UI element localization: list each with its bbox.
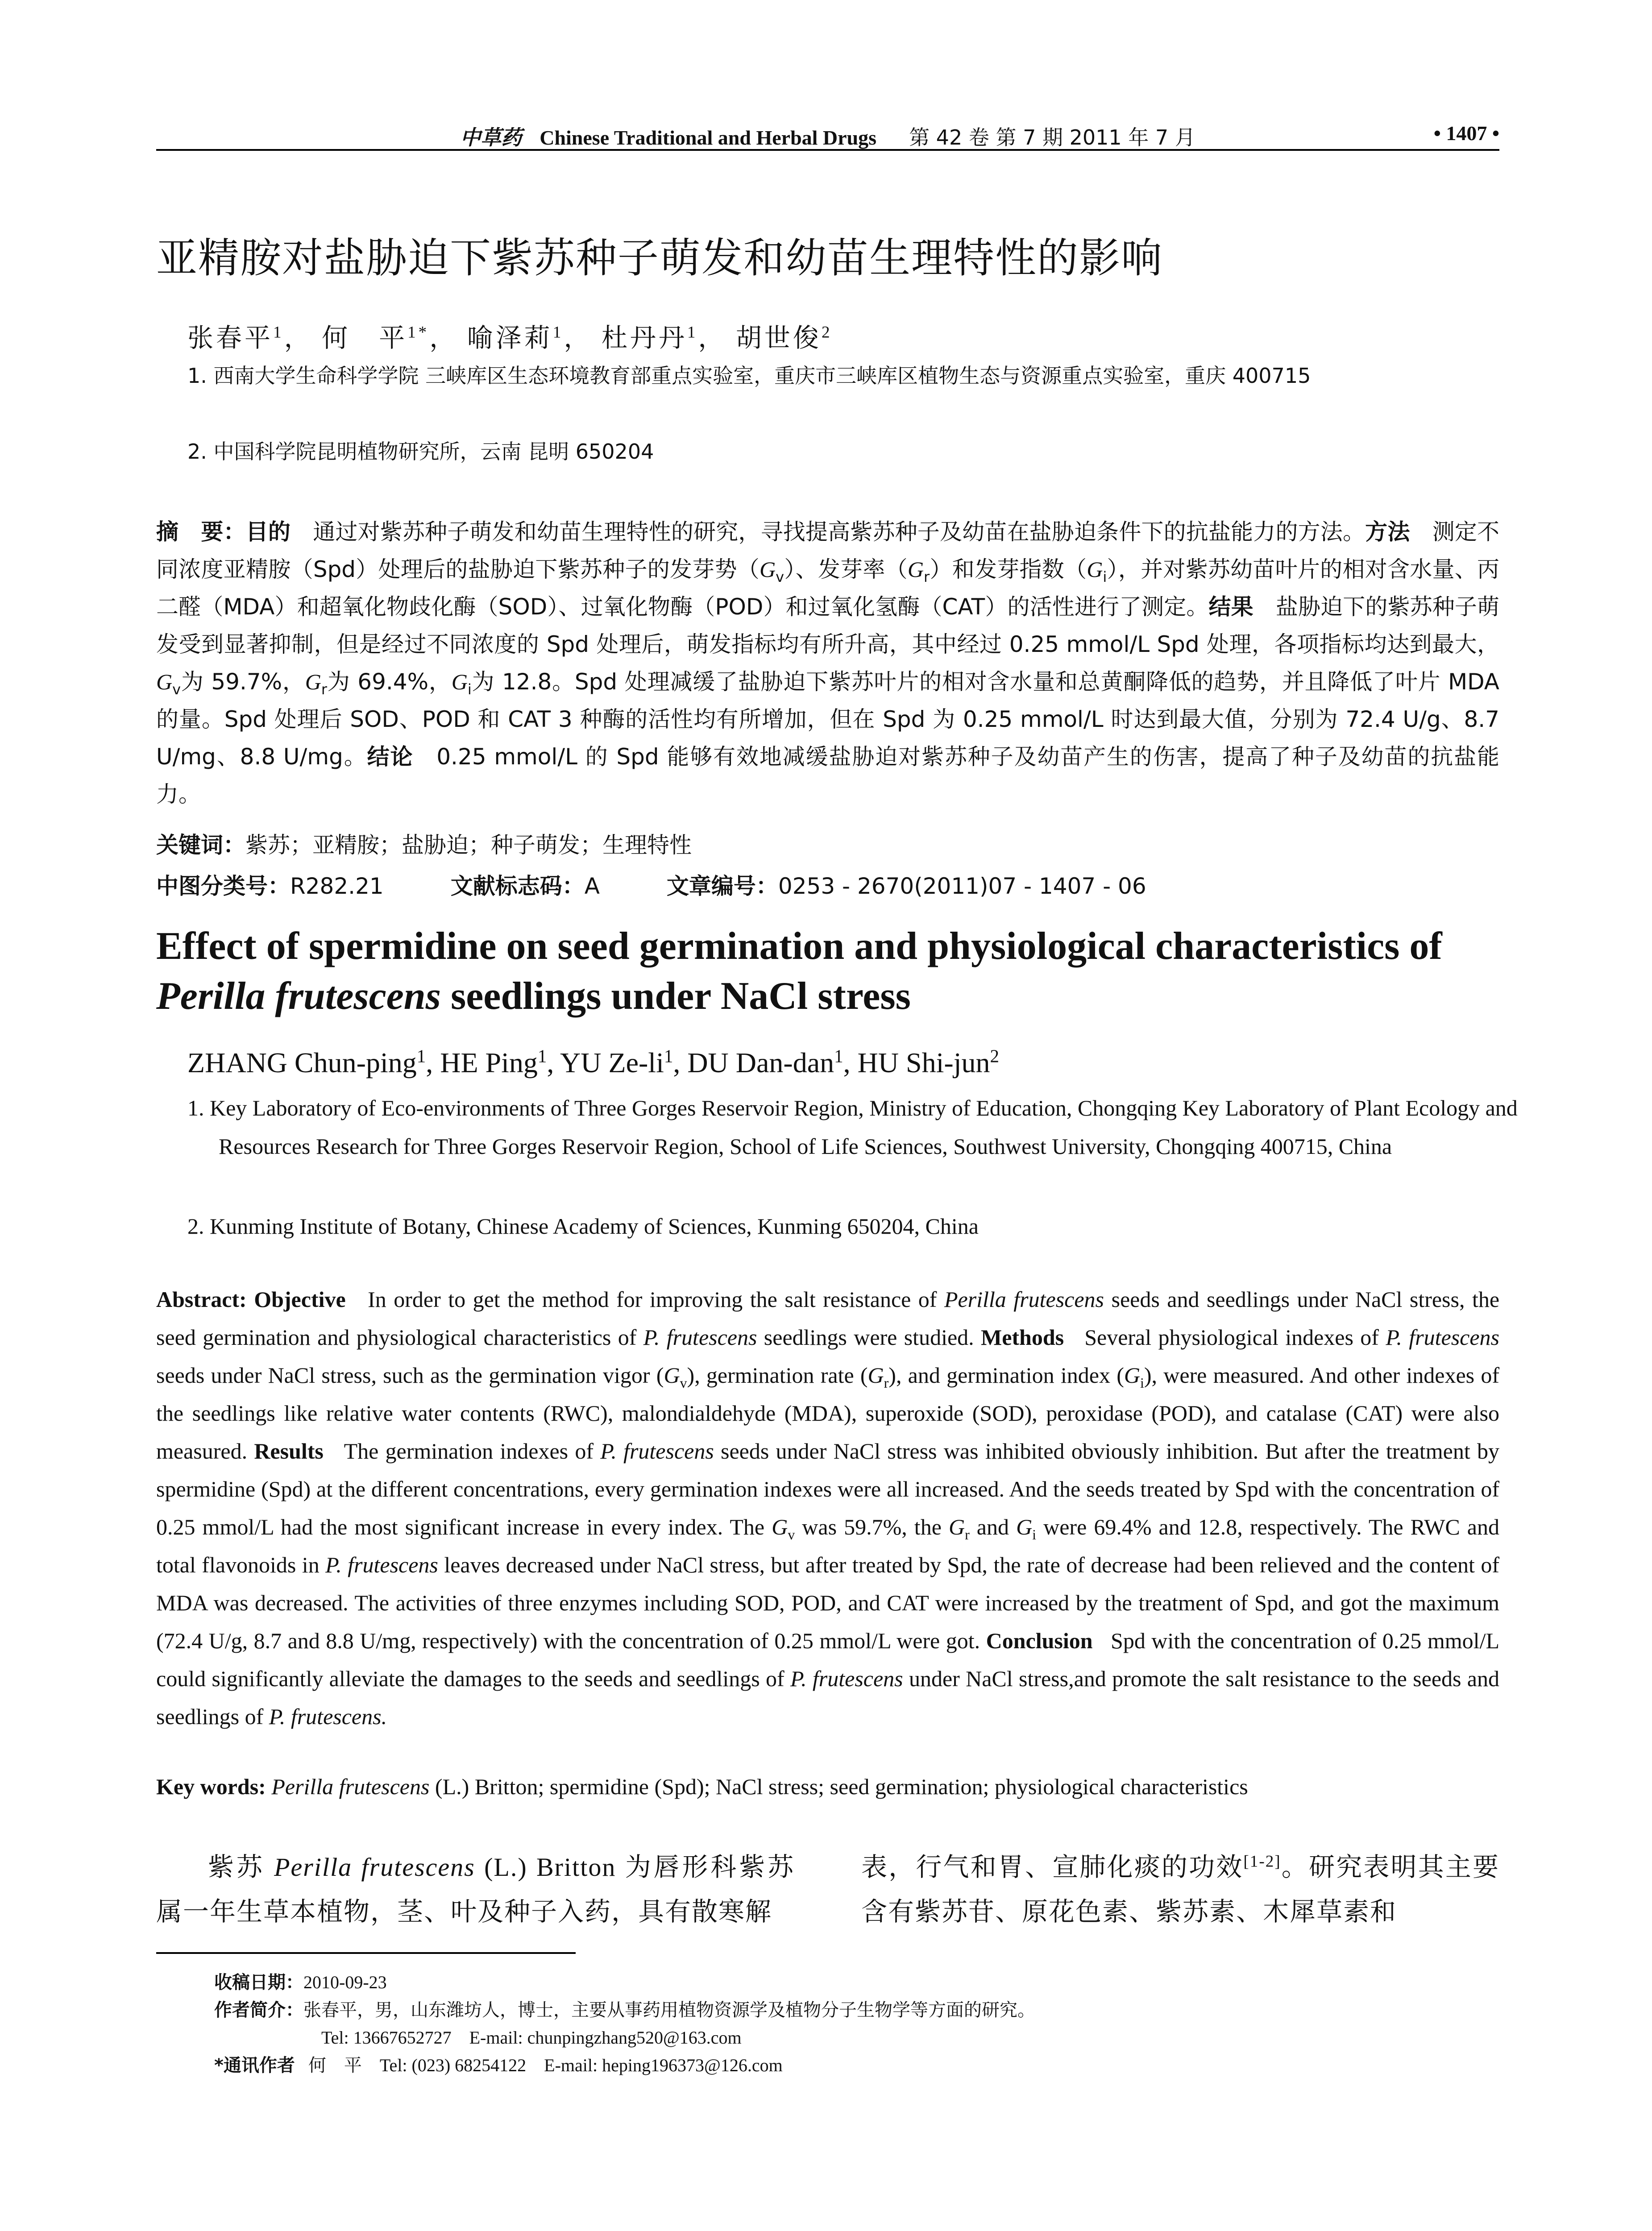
footnote-author: 作者简介：张春平，男，山东潍坊人，博士，主要从事药用植物资源学及植物分子生物学等方面的研究。: [214, 2000, 1035, 2020]
keywords-en-label: Key words:: [156, 1774, 266, 1799]
author-en: HE Ping: [440, 1047, 538, 1078]
citation-ref[interactable]: [1-2]: [1243, 1852, 1281, 1871]
authors-cn: 张春平$^1$， 何 平$^{1*}$， 喻泽莉$^1$， 杜丹丹$^1$， 胡世俊$^2$: [187, 323, 833, 352]
body-column-left: 紫苏 Perilla frutescens (L.) Britton 为唇形科紫苏属一年生草本植物，茎、叶及种子入药，具有散寒解: [156, 1853, 794, 1926]
keywords-en: Key words: Perilla frutescens (L.) Britton; spermidine (Spd); NaCl stress; seed germination; physiological characteristics: [156, 1774, 1248, 1799]
author-en: DU Dan-dan: [687, 1047, 834, 1078]
clc-number: R282.21: [290, 873, 384, 899]
affiliation-en-1: 1. Key Laboratory of Eco-environments of Three Gorges Reservoir Region, Ministry of Education, Chongqing Key Laboratory of Plant Ecology and Resources Research for Three Gorges Reservoir Region, School of Life Sciences, Southwest University, Chongqing 400715, China: [187, 1095, 1518, 1159]
author-cn: 杜丹丹: [601, 323, 687, 352]
abstract-en: Abstract: Objective In order to get the method for improving the salt resistance of Perilla frutescens seeds and seedlings under NaCl stress, the seed germination and physiological characteristics of P. frutescens seedlings were studied. Methods Several physiological indexes of P. frutescens seeds under NaCl stress, such as the germination vigor $(G_v)$, germination rate $(G_r)$, and germination index $(G_i)$, were measured. And other indexes of the seedlings like relative water contents (RWC), malondialdehyde (MDA), superoxide (SOD), peroxidase (POD), and catalase (CAT) were also measured. Results The germination indexes of P. frutescens seeds under NaCl stress was inhibited obviously inhibition. But after the treatment by spermidine (Spd) at the different concentrations, every germination indexes were all increased. And the seeds treated by Spd with the concentration of 0.25 mmol/L had the most significant increase in every index. The $G_v$ was 59.7%, the $G_r$ and $G_i$ were 69.4% and 12.8, respectively. The RWC and total flavonoids in P. frutescens leaves decreased under NaCl stress, but after treated by Spd, the rate of decrease had been relieved and the content of MDA was decreased. The activities of three enzymes including SOD, POD, and CAT were increased by the treatment of Spd, and got the maximum (72.4 U/g, 8.7 and 8.8 U/mg, respectively) with the concentration of 0.25 mmol/L were got. Conclusion Spd with the concentration of 0.25 mmol/L could significantly alleviate the damages to the seeds and seedlings of P. frutescens under NaCl stress,and promote the salt resistance to the seeds and seedlings of P. frutescens.: [156, 1287, 1500, 1729]
author-en: YU Ze-li: [560, 1047, 664, 1078]
abstract-cn: 摘 要：目的 通过对紫苏种子萌发和幼苗生理特性的研究，寻找提高紫苏种子及幼苗在盐胁迫条件下的抗盐能力的方法。方法 测定不同浓度亚精胺（Spd）处理后的盐胁迫下紫苏种子的发芽势$(G_v)$、发芽率$(G_r)$和发芽指数$(G_i)$，并对紫苏幼苗叶片的相对含水量、丙二醛（MDA）和超氧化物歧化酶（SOD）、过氧化物酶（POD）和过氧化氢酶（CAT）的活性进行了测定。结果 盐胁迫下的紫苏种子萌发受到显著抑制，但是经过不同浓度的 Spd 处理后，萌发指标均有所升高，其中经过 0.25 mmol/L Spd 处理，各项指标均达到最大，$G_v$为 59.7%，$G_r$为 69.4%，$G_i$为 12.8。Spd 处理减缓了盐胁迫下紫苏叶片的相对含水量和总黄酮降低的趋势，并且降低了叶片 MDA 的量。Spd 处理后 SOD、POD 和 CAT 3 种酶的活性均有所增加，但在 Spd 为 0.25 mmol/L 时达到最大值，分别为 72.4 U/g、8.7 U/mg、8.8 U/mg。结论 0.25 mmol/L 的 Spd 能够有效地减缓盐胁迫对紫苏种子及幼苗产生的伤害，提高了种子及幼苗的抗盐能力。: [156, 519, 1500, 807]
affiliation-cn-1: 1. 西南大学生命科学学院 三峡库区生态环境教育部重点实验室，重庆市三峡库区植物生态与资源重点实验室，重庆 400715: [187, 364, 1311, 388]
keywords-cn-label: 关键词：: [156, 832, 245, 858]
classification-cn: 中图分类号：R282.21 文献标志码：A 文章编号：0253 - 2670(2011)07 - 1407 - 06: [156, 873, 1146, 899]
author-en: HU Shi-jun: [857, 1047, 990, 1078]
footnotes: [214, 1969, 1035, 2079]
keywords-cn: 关键词：紫苏；亚精胺；盐胁迫；种子萌发；生理特性: [156, 832, 692, 858]
running-header: [156, 121, 1499, 151]
article-number: 0253 - 2670(2011)07 - 1407 - 06: [778, 873, 1146, 899]
author-cn: 胡世俊: [735, 323, 822, 352]
footnote-author-contact: Tel: 13667652727 E-mail: chunpingzhang520@163.com: [321, 2028, 742, 2048]
journal-issue: 第 42 卷 第 7 期 2011 年 7 月: [909, 125, 1195, 149]
authors-en: ZHANG Chun-ping$^1$, HE Ping$^1$, YU $Ze-li^1$, DU Dan-dan$^1$, HU Shi-jun$^2$: [187, 1045, 999, 1078]
footnote-corresponding: *通讯作者 何 平 Tel: (023) 68254122 E-mail: heping196373@126.com: [214, 2055, 783, 2076]
author-cn: 喻泽莉: [467, 323, 553, 352]
footnote-divider: [156, 1952, 576, 1954]
abstract-en-label: Abstract:: [156, 1287, 247, 1312]
journal-name-cn: 中草药: [460, 125, 522, 149]
author-en: ZHANG Chun-ping: [187, 1047, 417, 1078]
affiliation-en-2: 2. Kunming Institute of Botany, Chinese Academy of Sciences, Kunming 650204, China: [187, 1214, 979, 1239]
header-journal-line: [156, 121, 1499, 151]
body-column-right: 表，行气和胃、宣肺化痰的功效[1-2]。研究表明其主要含有紫苏苷、原花色素、紫苏素、木犀草素和: [861, 1852, 1499, 1926]
author-cn: 张春平: [187, 323, 274, 352]
footnote-received: 收稿日期：2010-09-23: [214, 1972, 387, 1993]
title-en: Effect of spermidine on seed germination and physiological characteristics of Perilla frutescens seedlings under NaCl stress: [156, 925, 1442, 1018]
affiliation-cn-2: 2. 中国科学院昆明植物研究所，云南 昆明 650204: [187, 440, 654, 464]
journal-name-en: Chinese Traditional and Herbal Drugs: [540, 126, 877, 149]
author-cn: 何 平: [322, 323, 408, 352]
title-cn: 亚精胺对盐胁迫下紫苏种子萌发和幼苗生理特性的影响: [156, 234, 1163, 282]
abstract-cn-label: 摘 要：: [156, 519, 246, 545]
document-code: A: [584, 873, 600, 899]
page-number: • 1407 •: [1433, 122, 1499, 145]
